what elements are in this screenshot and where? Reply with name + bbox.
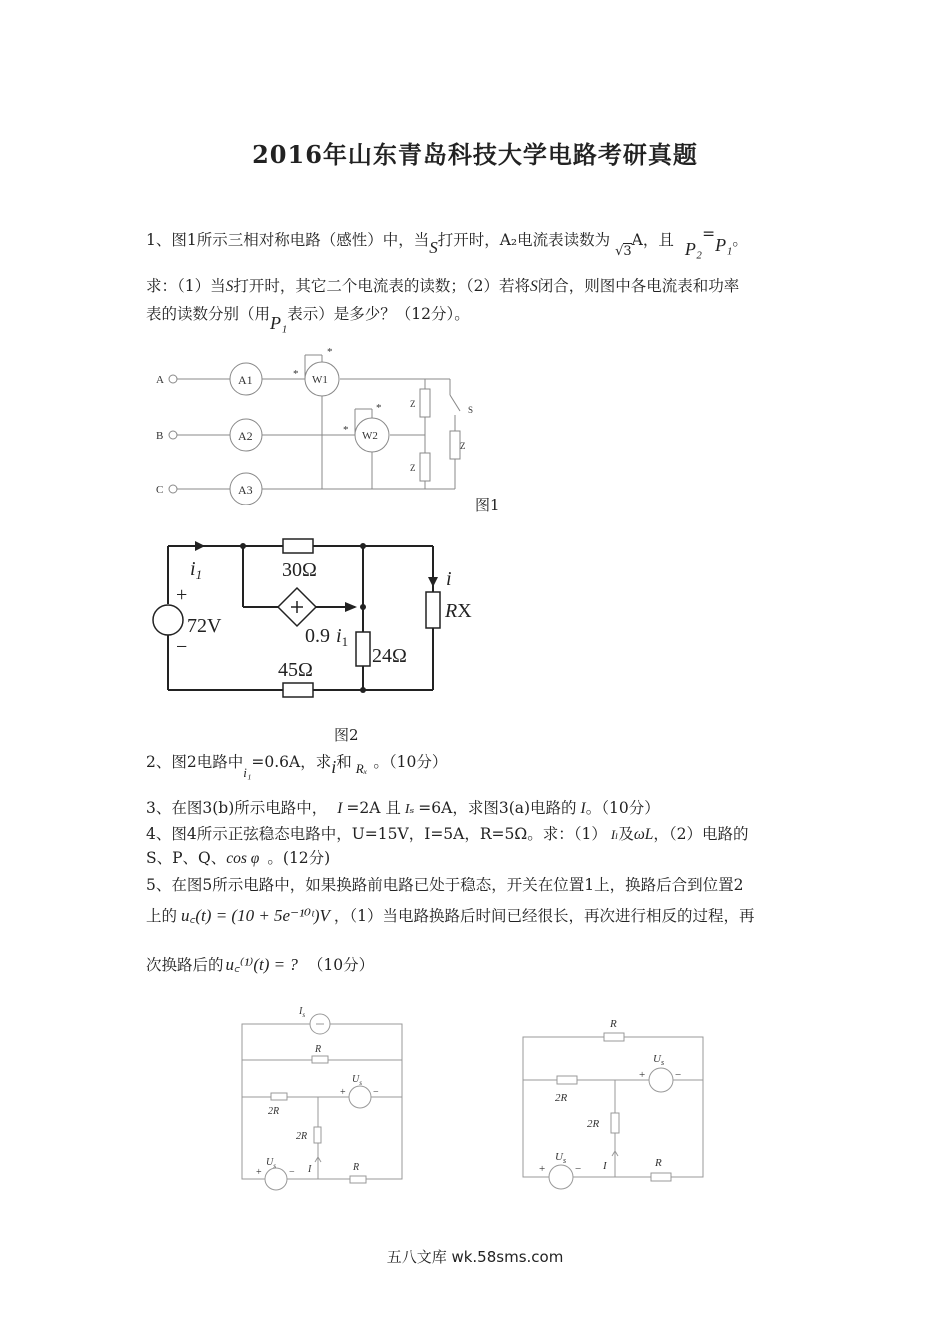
question-2: 2、图2电路中$_{i_1}$=0.6A，求i和 $_{R_x}$ 。（10分）: [146, 753, 448, 780]
ammeter-a3: A3: [238, 483, 253, 497]
page-title: 2016年山东青岛科技大学电路考研真题: [252, 140, 698, 169]
question-5-line3: 次换路后的 u꜀⁽¹⁾(t) = ? （10分）: [146, 955, 375, 974]
i-label: i: [446, 568, 452, 590]
dep-source-label: 0.9 $i_1$: [305, 625, 349, 649]
q1-line3: 表的读数分别（用P₁表示）是多少？（12分）。: [146, 305, 470, 333]
r2-label-left: 2R: [555, 1092, 568, 1104]
us-label-2: $U_s$: [266, 1157, 276, 1170]
question-1: [146, 222, 826, 264]
star-2: *: [327, 346, 333, 358]
question-5-line1: 5、在图5所示电路中，如果换路前电路已处于稳态，开关在位置1上，换路后合到位置2: [146, 876, 744, 894]
source-label: 72V: [187, 615, 222, 637]
figure-3a: [236, 1000, 411, 1195]
us-label-bottom: $U_s$: [555, 1151, 567, 1165]
minus-2: −: [289, 1167, 295, 1178]
ammeter-a1: A1: [238, 373, 253, 387]
star-3: *: [343, 424, 349, 436]
sqrt3: √3: [615, 244, 632, 259]
z-label-2: Z: [410, 463, 416, 473]
wattmeter-w1: W1: [312, 374, 328, 386]
plus-2: +: [256, 1167, 262, 1178]
figure-3b: [517, 1010, 712, 1195]
r-label-2: R: [353, 1162, 360, 1173]
us-label-1: $U_s$: [352, 1074, 362, 1087]
i1-label: $i_1$: [190, 558, 203, 582]
question-5-line2: 上的 u꜀(t) = (10 + 5e⁻¹⁰ᵗ)V ，（1）当电路换路后时间已经很长，再次进行相反的过程，再: [146, 906, 755, 925]
footer-watermark: 五八文库 wk.58sms.com: [386, 1248, 564, 1266]
z-label-3: Z: [460, 441, 466, 451]
r30-label: 30Ω: [282, 559, 317, 581]
r2-label-1: 2R: [268, 1106, 280, 1117]
r-label-bottom: R: [655, 1157, 662, 1169]
minus-bottom: −: [575, 1163, 582, 1175]
rx-label: RX: [445, 600, 472, 622]
ammeter-a2: A2: [238, 429, 253, 443]
r2-label-2: 2R: [296, 1131, 308, 1142]
plus-bottom: +: [539, 1163, 546, 1175]
z-label-1: Z: [410, 399, 416, 409]
question-3: 3、在图3(b)所示电路中， I =2A 且 Iₛ =6A，求图3(a)电路的 I。（10分）: [146, 799, 660, 817]
figure-1: [150, 345, 490, 505]
node-b-label: B: [156, 430, 164, 442]
i-label-1: I: [308, 1164, 312, 1175]
star-1: *: [293, 368, 299, 380]
q1-line1: 1、图1所示三相对称电路（感性）中，当S打开时，A₂电流表读数为 $_{√3}$A，且 P₂=P₁。: [146, 225, 748, 259]
figure-2: [150, 535, 480, 700]
fig2-caption: 图2: [334, 726, 359, 744]
r-label-1: R: [315, 1044, 322, 1055]
minus-sign: −: [176, 636, 188, 658]
minus-top: −: [675, 1069, 682, 1081]
star-4: *: [376, 402, 382, 414]
r24-label: 24Ω: [372, 645, 407, 667]
r45-label: 45Ω: [278, 659, 313, 681]
node-c-label: C: [156, 484, 164, 496]
i-label-b: I: [603, 1160, 607, 1172]
plus-1: +: [340, 1087, 346, 1098]
us-label-top: $U_s$: [653, 1053, 665, 1067]
plus-top: +: [639, 1069, 646, 1081]
node-a-label: A: [156, 374, 164, 386]
switch-s-label: S: [468, 405, 474, 415]
question-4: 4、图4所示正弦稳态电路中，U=15V，I=5A，R=5Ω。求：（1） Iₗ及ωL，（2）电路的: [146, 825, 749, 843]
is-label: $I_s$: [299, 1006, 306, 1019]
plus-sign: +: [176, 584, 188, 606]
r-label-top: R: [610, 1018, 617, 1030]
wattmeter-w2: W2: [362, 430, 378, 442]
q1-line2: 求：（1）当S打开时，其它二个电流表的读数；（2）若将S闭合，则图中各电流表和功率: [146, 277, 740, 295]
question-4-line2: S、P、Q、cos φ 。(12分): [146, 849, 331, 867]
minus-1: −: [373, 1087, 379, 1098]
r2-label-mid: 2R: [587, 1118, 600, 1130]
fig1-caption: 图1: [475, 496, 500, 514]
